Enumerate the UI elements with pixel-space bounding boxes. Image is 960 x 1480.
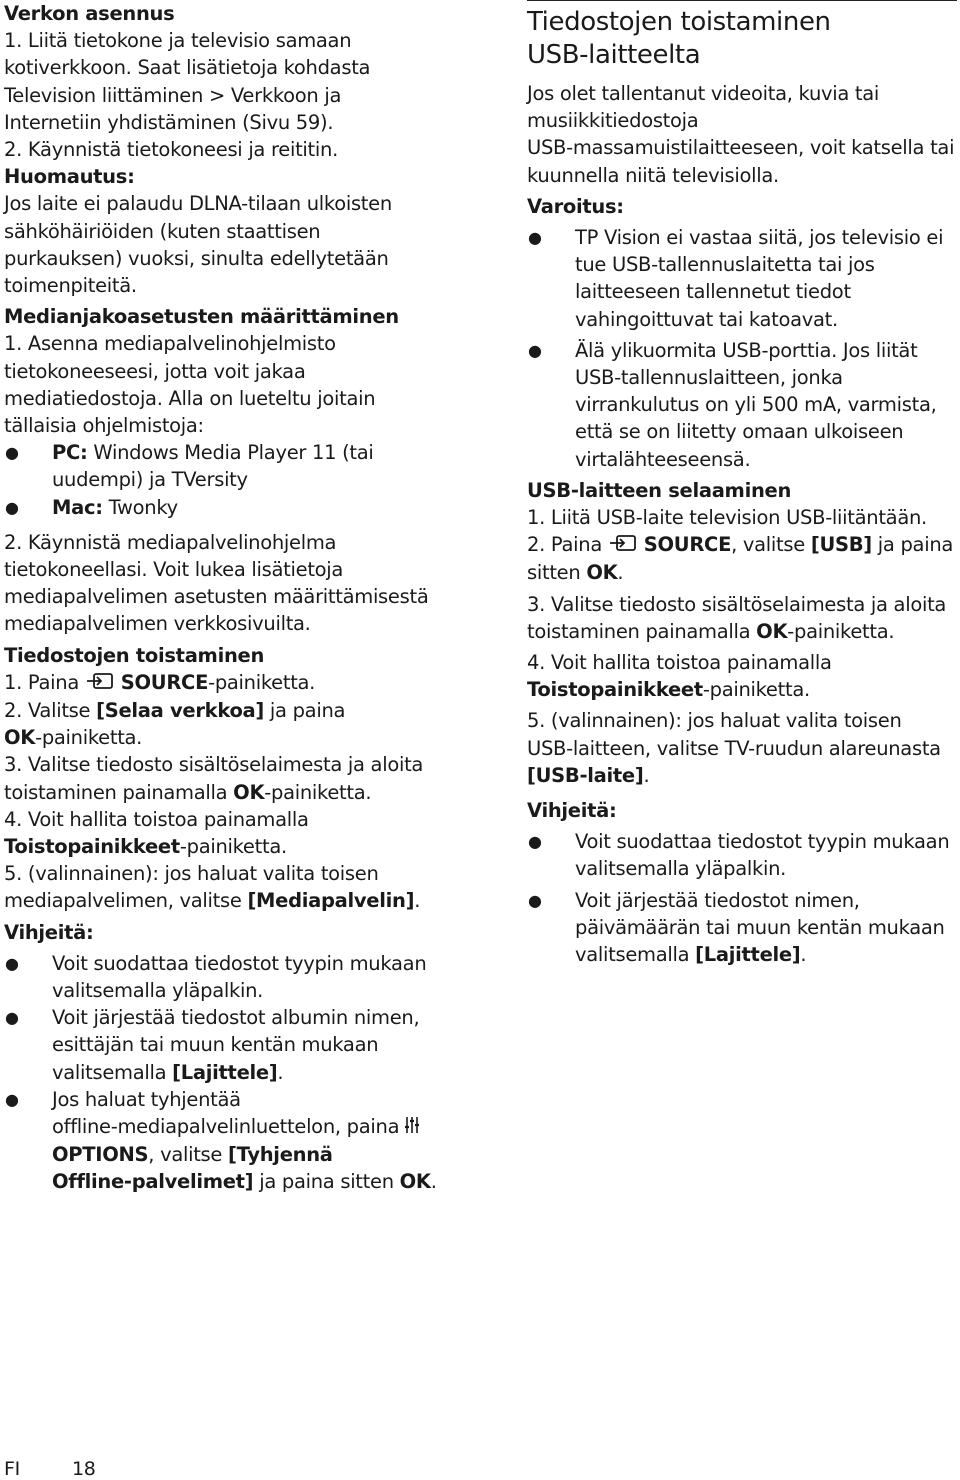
note-line: purkauksen) vuoksi, sinulta edellytetään <box>4 246 389 270</box>
network-step-line: Internetiin yhdistäminen (Sivu 59). <box>4 110 334 134</box>
play-step-2b: OK-painiketta. <box>4 726 143 750</box>
bullet-icon: ● <box>5 1089 19 1109</box>
software-item-pc <box>4 439 474 493</box>
play-step-3: 3. Valitse tiedosto sisältöselaimesta ja aloita <box>4 753 424 777</box>
section-title-line: Tiedostojen toistaminen <box>527 7 831 37</box>
note-label: Huomautus: <box>4 165 135 189</box>
tip-item: ● Voit suodattaa tiedostot tyypin mukaan valitsemalla yläpalkin. <box>528 830 950 881</box>
intro-line: kuunnella niitä televisiolla. <box>527 163 779 187</box>
media-sharing-heading: Medianjakoasetusten määrittäminen <box>4 305 399 329</box>
start-line: tietokoneellasi. Voit lukea lisätietoja <box>4 558 344 582</box>
play-step-5b: mediapalvelimen, valitse [Mediapalvelin]. <box>4 889 421 913</box>
note-line: toimenpiteitä. <box>4 274 137 298</box>
media-line: mediatiedostoja. Alla on lueteltu joitain <box>4 386 376 410</box>
play-step-5: 5. (valinnainen): jos haluat valita toisen <box>4 862 379 886</box>
warning-item: ● Älä ylikuormita USB-porttia. Jos liität USB-tallennuslaitteen, jonka virrankulutus on yli 500 mA, varmista, että se on liitetty omaan ulkoiseen virtalähteeseensä. <box>528 338 937 471</box>
play-step-4: 4. Voit hallita toistoa painamalla <box>4 807 309 831</box>
bullet-icon: ● <box>5 953 19 973</box>
right-column <box>527 0 957 968</box>
usb-step-4: 4. Voit hallita toistoa painamalla <box>527 650 832 674</box>
play-step-3b: toistaminen painamalla OK-painiketta. <box>4 780 372 804</box>
bullet-icon: ● <box>5 1008 19 1028</box>
media-line: tällaisia ohjelmistoja: <box>4 414 204 438</box>
network-step-line: kotiverkkoon. Saat lisätietoja kohdasta <box>4 56 371 80</box>
source-input-icon <box>608 532 638 559</box>
network-step-line: 1. Liitä tietokone ja televisio samaan <box>4 29 352 53</box>
play-step-1: 1. Paina SOURCE-painiketta. <box>4 669 474 697</box>
usb-step-5c: [USB-laite]. <box>527 763 650 787</box>
page-number: 18 <box>71 1458 96 1480</box>
start-line: 2. Käynnistä mediapalvelinohjelma <box>4 530 337 554</box>
note-line: sähköhäiriöiden (kuten staattisen <box>4 219 321 243</box>
options-sliders-icon <box>405 1114 419 1141</box>
play-step-4b: Toistopainikkeet-painiketta. <box>4 834 287 858</box>
language-code: FI <box>4 1458 20 1480</box>
software-label: Mac: <box>52 495 103 519</box>
usb-step-5: 5. (valinnainen): jos haluat valita toisen <box>527 709 902 733</box>
software-label: PC: <box>52 441 88 465</box>
software-text: Twonky <box>102 495 178 519</box>
software-text: Windows Media Player 11 (tai <box>87 441 374 465</box>
software-item-mac <box>4 494 474 521</box>
media-line: 1. Asenna mediapalvelinohjelmisto <box>4 332 336 356</box>
left-column <box>4 0 474 1196</box>
usb-step-3: 3. Valitse tiedosto sisältöselaimesta ja aloita <box>527 592 947 616</box>
page-footer <box>4 1458 148 1480</box>
play-files-heading: Tiedostojen toistaminen <box>4 643 265 667</box>
start-line: mediapalvelimen asetusten määrittämisestä <box>4 585 429 609</box>
warning-label: Varoitus: <box>527 194 624 218</box>
bullet-icon: ● <box>528 832 542 852</box>
usb-step-2b: sitten OK. <box>527 561 624 585</box>
network-step-line: 2. Käynnistä tietokoneesi ja reititin. <box>4 138 338 162</box>
tip-item: ● Voit järjestää tiedostot nimen, päivämäärän tai muun kentän mukaan valitsemalla [Lajittele]. <box>528 888 945 966</box>
network-step-line: Television liittäminen > Verkkoon ja <box>4 83 342 107</box>
start-line: mediapalvelimen verkkosivuilta. <box>4 612 311 636</box>
section-title <box>527 0 957 72</box>
source-input-icon <box>85 670 115 697</box>
usb-step-5b: USB-laitteen, valitse TV-ruudun alareunasta <box>527 736 941 760</box>
note-line: Jos laite ei palaudu DLNA-tilaan ulkoisten <box>4 192 392 216</box>
usb-step-2: 2. Paina SOURCE, valitse [USB] ja paina <box>527 531 957 559</box>
bullet-icon: ● <box>528 228 542 248</box>
intro-line: Jos olet tallentanut videoita, kuvia tai <box>527 82 880 105</box>
intro-line: USB-massamuistilaitteeseen, voit katsella tai <box>527 136 955 160</box>
bullet-icon: ● <box>5 443 19 463</box>
bullet-icon: ● <box>528 890 542 910</box>
section-title-line: USB-laitteelta <box>527 40 701 70</box>
warning-item: ● TP Vision ei vastaa siitä, jos televisio ei tue USB-tallennuslaitetta tai jos laitteeseen tallennetut tiedot vahingoittuvat tai katoavat. <box>528 226 944 331</box>
usb-step-4b: Toistopainikkeet-painiketta. <box>527 678 810 702</box>
software-text: uudempi) ja TVersity <box>52 468 248 492</box>
tip-item: ● Jos haluat tyhjentää offline-mediapalvelinluettelon, paina OPTIONS, valitse [Tyhjennä Offline-palvelimet] ja paina sitten OK. <box>5 1087 437 1194</box>
tip-item: ● Voit järjestää tiedostot albumin nimen, esittäjän tai muun kentän mukaan valitsemalla [Lajittele]. <box>5 1006 420 1084</box>
usb-step-3b: toistaminen painamalla OK-painiketta. <box>527 619 895 643</box>
tips-label: Vihjeitä: <box>4 920 94 944</box>
tips-label: Vihjeitä: <box>527 798 617 822</box>
bullet-icon: ● <box>528 340 542 360</box>
bullet-icon: ● <box>5 497 19 517</box>
network-heading: Verkon asennus <box>4 2 175 25</box>
usb-step-1: 1. Liitä USB-laite television USB-liitäntään. <box>527 506 927 530</box>
media-line: tietokoneeseesi, jotta voit jakaa <box>4 359 306 383</box>
intro-line: musiikkitiedostoja <box>527 109 699 133</box>
tip-item: ● Voit suodattaa tiedostot tyypin mukaan valitsemalla yläpalkin. <box>5 951 427 1002</box>
browse-usb-heading: USB-laitteen selaaminen <box>527 478 792 502</box>
play-step-2: 2. Valitse [Selaa verkkoa] ja paina <box>4 698 346 722</box>
